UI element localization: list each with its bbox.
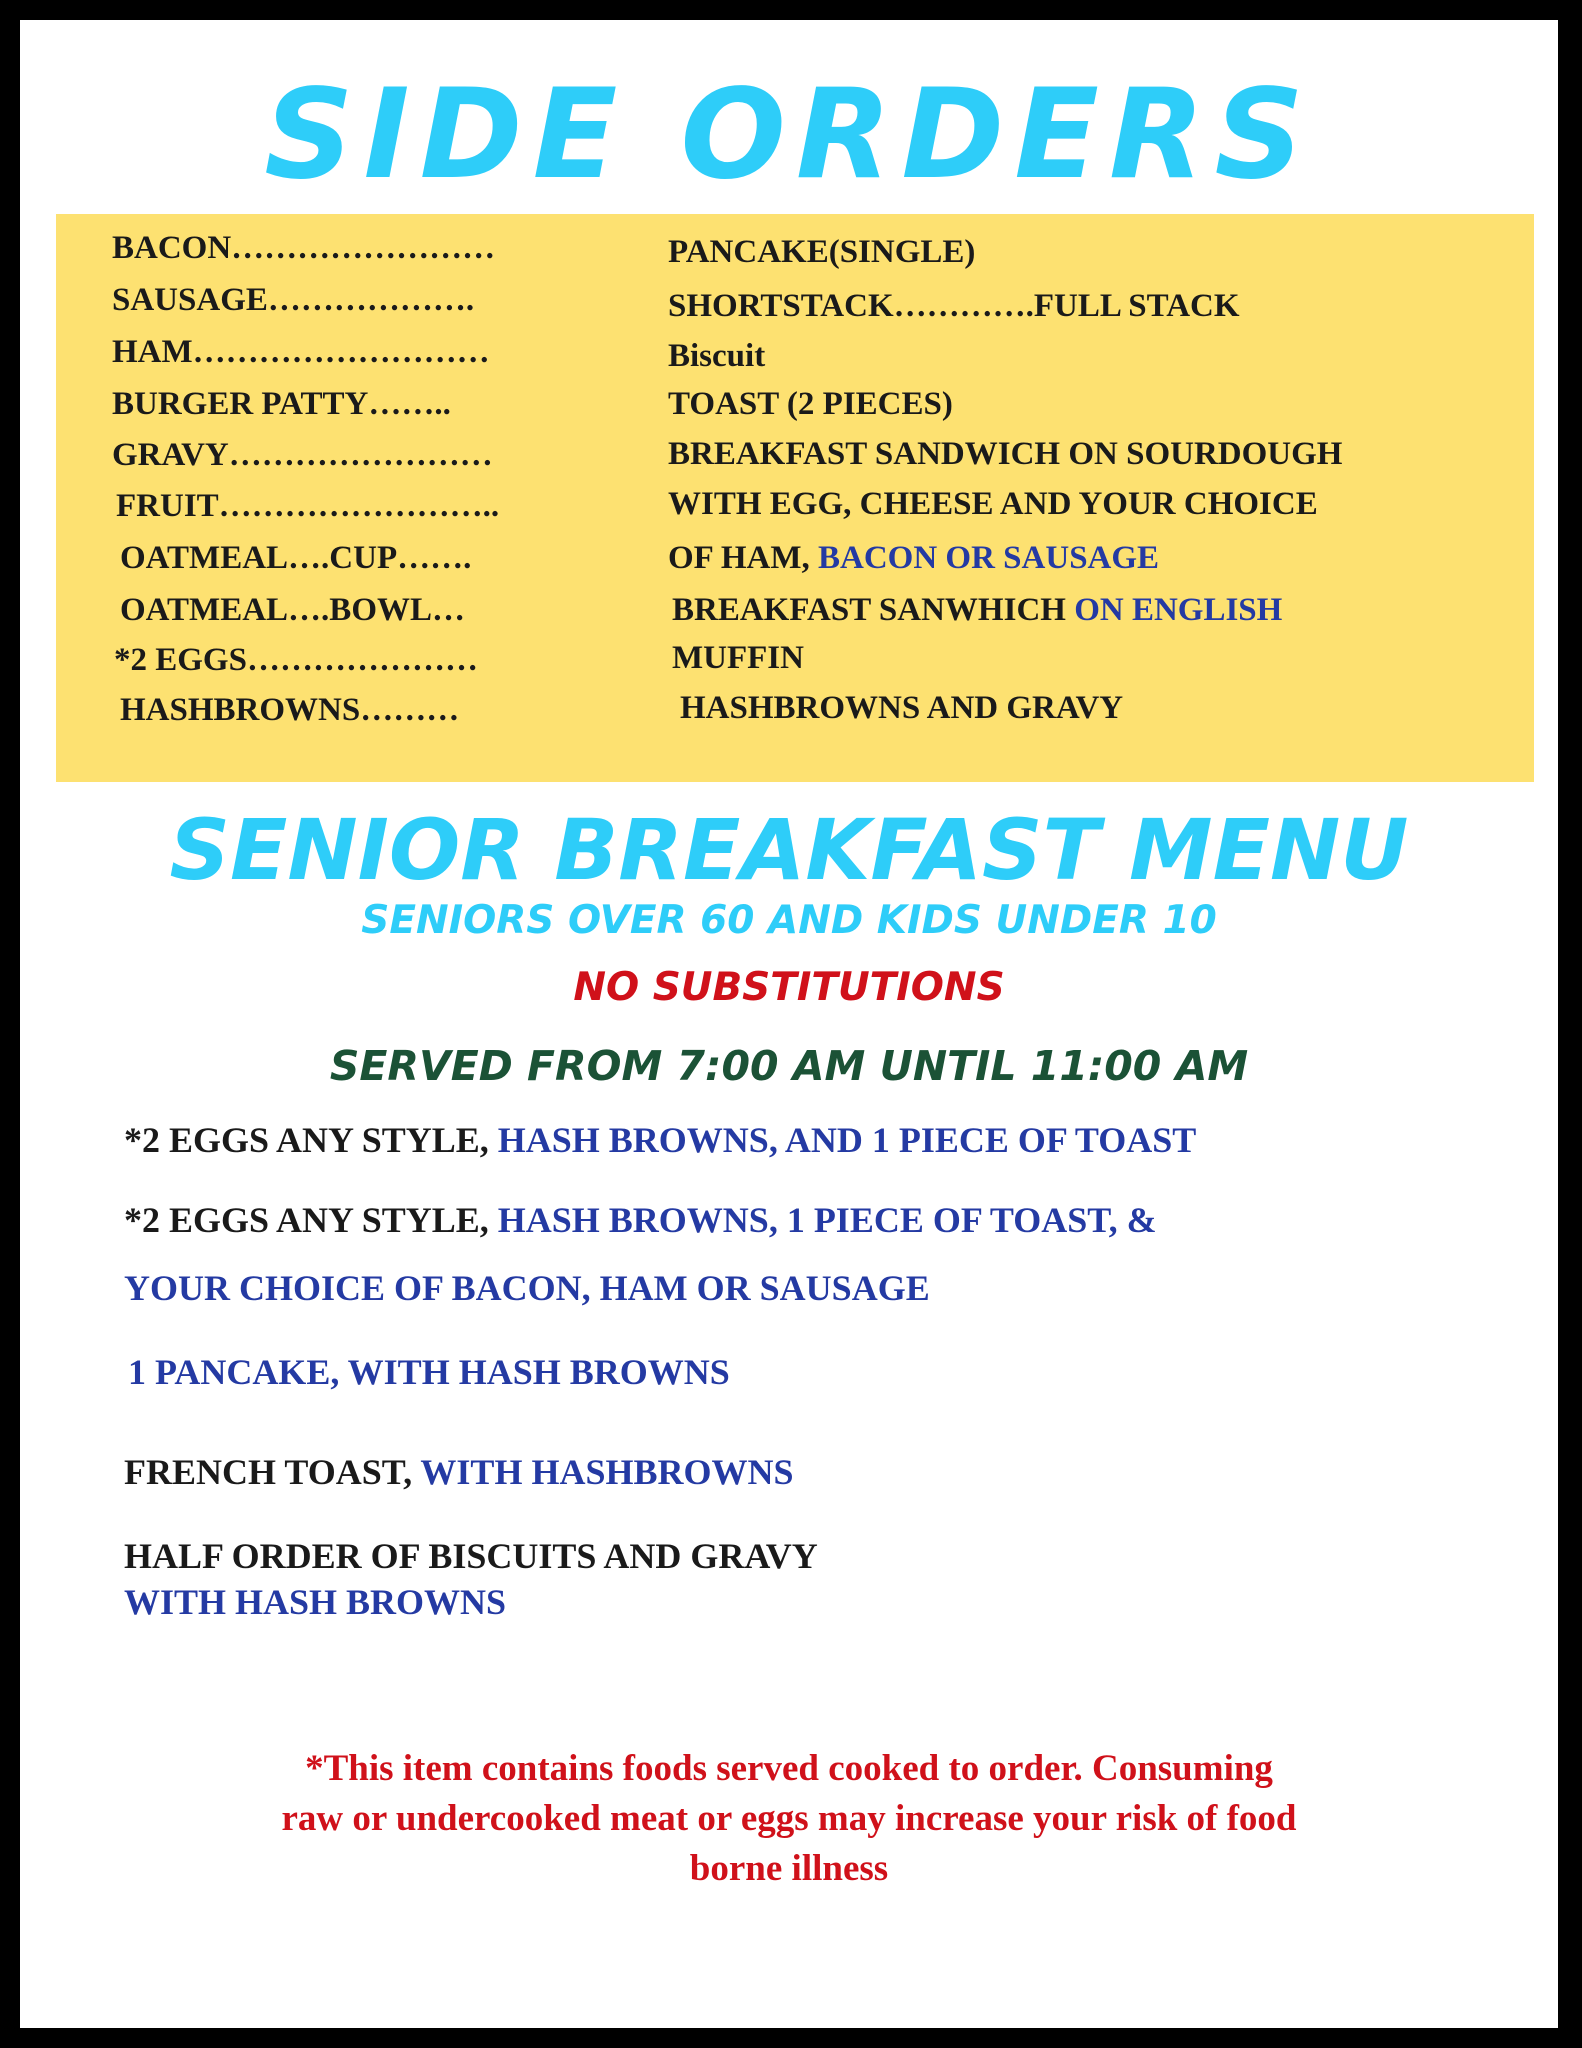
senior-menu-eligibility: SENIORS OVER 60 AND KIDS UNDER 10 [361, 898, 1217, 943]
sandwich-choice-bacon-sausage: BACON OR SAUSAGE [818, 540, 1160, 576]
sandwich-choice-ham: OF HAM, [668, 540, 818, 576]
side-item-shortstack: SHORTSTACK………….FULL STACK [668, 288, 1240, 324]
senior-item-2 [124, 1198, 1157, 1242]
disclaimer-line-3: borne illness [689, 1848, 889, 1889]
senior-menu-notice: NO SUBSTITUTIONS [573, 965, 1005, 1010]
side-item-toast: TOAST (2 PIECES) [668, 386, 953, 422]
english-sandwich-detail: ON ENGLISH [1074, 592, 1283, 628]
senior-item-2-eggs: *2 EGGS ANY STYLE, [124, 1200, 498, 1240]
senior-item-1-sides: HASH BROWNS, AND 1 PIECE OF TOAST [497, 1120, 1197, 1160]
disclaimer-line-2: raw or undercooked meat or eggs may increase your risk of food [281, 1798, 1297, 1839]
senior-item-3: 1 PANCAKE, WITH HASH BROWNS [128, 1352, 730, 1392]
side-item-fruit: FRUIT…………………….. [116, 488, 500, 524]
side-item-biscuit: Biscuit [668, 338, 766, 374]
senior-item-2-choice: YOUR CHOICE OF BACON, HAM OR SAUSAGE [124, 1268, 930, 1308]
senior-item-1-eggs: *2 EGGS ANY STYLE, [124, 1120, 498, 1160]
side-item-burger-patty: BURGER PATTY…….. [112, 386, 451, 422]
senior-item-4-sides: WITH HASHBROWNS [420, 1452, 794, 1492]
side-orders-panel [56, 214, 1534, 782]
side-item-sausage: SAUSAGE………………. [112, 282, 475, 318]
side-item-sandwich-choice [668, 538, 1159, 578]
side-item-hashbrowns: HASHBROWNS……… [120, 692, 460, 728]
side-item-oatmeal-bowl: OATMEAL….BOWL… [120, 592, 466, 628]
senior-menu-title: SENIOR BREAKFAST MENU [169, 801, 1409, 899]
side-item-pancake-single: PANCAKE(SINGLE) [668, 234, 976, 270]
side-item-2-eggs: *2 EGGS………………… [114, 642, 478, 678]
menu-page [20, 20, 1558, 2028]
senior-item-4-french-toast: FRENCH TOAST, [124, 1452, 421, 1492]
senior-item-5: HALF ORDER OF BISCUITS AND GRAVY [124, 1536, 818, 1576]
senior-item-1 [124, 1118, 1196, 1162]
side-item-bacon: BACON…………………… [112, 230, 496, 266]
english-sandwich-label: BREAKFAST SANWHICH [672, 592, 1075, 628]
food-safety-disclaimer [20, 1744, 1558, 1894]
senior-item-5-sides: WITH HASH BROWNS [124, 1582, 507, 1622]
side-item-sandwich-detail: WITH EGG, CHEESE AND YOUR CHOICE [668, 486, 1318, 522]
disclaimer-line-1: *This item contains foods served cooked to order. Consuming [305, 1748, 1273, 1789]
side-item-hashbrowns-gravy: HASHBROWNS AND GRAVY [680, 690, 1124, 726]
senior-menu-hours: SERVED FROM 7:00 AM UNTIL 11:00 AM [329, 1042, 1249, 1090]
side-item-gravy: GRAVY…………………… [112, 437, 493, 473]
side-item-english-muffin-sandwich [672, 590, 1282, 630]
senior-item-4 [124, 1450, 794, 1494]
side-item-breakfast-sandwich: BREAKFAST SANDWICH ON SOURDOUGH [668, 436, 1343, 472]
side-orders-title: SIDE ORDERS [264, 63, 1314, 207]
side-item-oatmeal-cup: OATMEAL….CUP……. [120, 540, 472, 576]
side-item-ham: HAM……………………… [112, 334, 490, 370]
side-item-english-muffin: MUFFIN [672, 640, 804, 676]
senior-item-2-sides: HASH BROWNS, 1 PIECE OF TOAST, & [497, 1200, 1157, 1240]
